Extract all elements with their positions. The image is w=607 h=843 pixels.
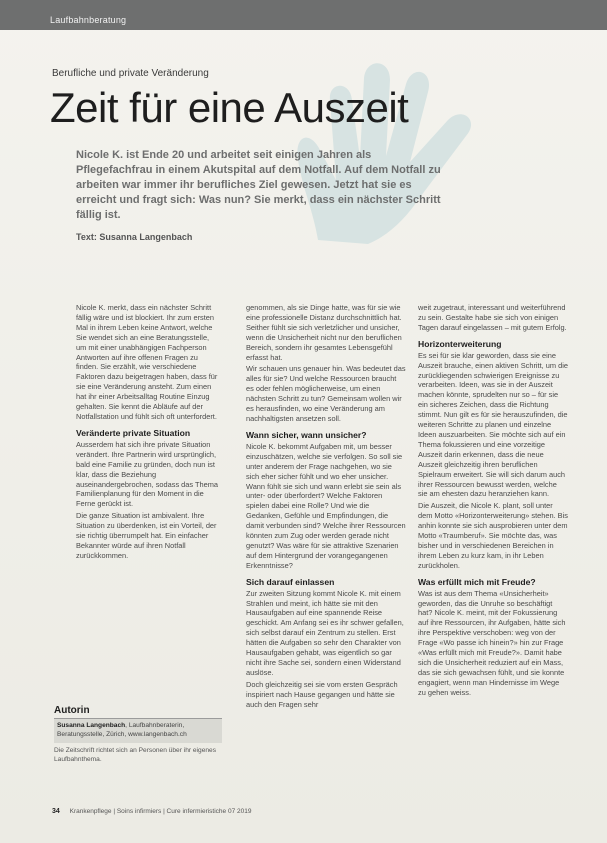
paragraph: Ausserdem hat sich ihre private Situation verändert. Ihre Partnerin wird ursprünglich, bald eine Familie zu gründen, doch nun ist klar, dass die Beziehung auseinandergebrochen, sodass das Thema Familienplanung für den Moment in die Ferne gerückt ist.: [76, 439, 219, 509]
paragraph: Wir schauen uns genauer hin. Was bedeutet das alles für sie? Und welche Ressourcen braucht es oder fehlen möglicherweise, um einen nächsten Schritt zu tun? Gemeinsam wollen wir es herausfinden, wo eine Veränderung am nachhaltigsten ansetzen soll.: [246, 364, 406, 423]
paragraph: Die ganze Situation ist ambivalent. Ihre Situation zu überdenken, ist ein Vorteil, der sie richtig überrumpelt hat. Ein einfacher Bekannter würde auf ihren Notfall zurückkommen.: [76, 511, 217, 560]
text-column-1: [76, 303, 221, 563]
author-box: [54, 705, 222, 764]
subheading: Was erfüllt mich mit Freude?: [418, 576, 536, 587]
subheading: Wann sicher, wann unsicher?: [246, 429, 367, 440]
author-box-heading: Autorin: [54, 705, 90, 716]
article-kicker: Berufliche und private Veränderung: [52, 68, 209, 79]
paragraph: Die Auszeit, die Nicole K. plant, soll unter dem Motto «Horizonterweiterung» stehen. Bis anhin konnte sie sich ausprobieren unter dem Motto «Traumberuf». Sie möchte das, was bisher und in verschiedenen Bereichen in ihrem Leben zu kurz kam, in ihr Leben zurückholen.: [418, 501, 568, 570]
author-credit: Text: Susanna Langenbach: [76, 232, 193, 242]
section-bar: [0, 0, 607, 30]
paragraph: Nicole K. merkt, dass ein nächster Schritt fällig wäre und ist blockiert. Ihr zum ersten Mal in ihrem Leben keine Antwort, welche Sie wendet sich an eine Beratungsstelle, um mit einer unabhängigen Fachperson Antworten auf ihre offenen Fragen zu finden. Sie erzählt, wie verschiedene Faktoren dazu beigetragen haben, dass für sie eine Veränderung ansteht. Zum einen hat ihr einer Arbeitsalltag Routine Einzug gehalten. Sie kennt die Abläufe auf der Notfallstation und fühlt sich oft unterfordert.: [76, 303, 218, 421]
footer-publication: Krankenpflege | Soins infirmiers | Cure infermieristiche 07 2019: [69, 808, 252, 815]
author-note: Die Zeitschrift richtet sich an Personen über ihr eigenes Laufbahnthema.: [54, 747, 216, 763]
page-footer: [52, 808, 251, 815]
author-name: Susanna Langenbach: [57, 722, 126, 729]
subheading: Veränderte private Situation: [76, 427, 191, 438]
page-number: 34: [52, 808, 60, 815]
article-lead: Nicole K. ist Ende 20 und arbeitet seit einigen Jahren als Pflegefachfrau in einem Akutspital auf dem Notfall. Auf dem Notfall zu arbeiten war immer ihr berufliches Ziel gewesen. Jetzt hat sie es erreicht und fragt sich: Was nun? Sie merkt, dass ein nächster Schritt fällig ist.: [76, 149, 441, 221]
subheading: Horizonterweiterung: [418, 338, 502, 349]
article-title: Zeit für eine Auszeit: [50, 84, 409, 131]
subheading: Sich darauf einlassen: [246, 576, 335, 587]
paragraph: Was ist aus dem Thema «Unsicherheit» geworden, das die Unruhe so beschäftigt hat? Nicole K. meint, mit der Fokussierung auf ihre Ressourcen, ihr Aufgaben, hätte sich ihre Perspektive verschoben: weg von der Frage «Wo passe ich hinein?» hin zur Frage «Was erfüllt mich mit Freude?». Damit habe sich die Unsicherheit reduziert auf ein Mass, das sie sich gewachsen fühlt, und sie konnte engagiert, wenn man Hindernisse im Wege zu gehen weiss.: [418, 588, 566, 697]
paragraph: Es sei für sie klar geworden, dass sie eine Auszeit brauche, einen aktiven Schritt, um die zurückliegenden schwierigen Ereignisse zu verarbeiten. Ideen, was sie in der Auszeit machen könnte, sprudelten nur so – für sie ein sicheres Zeichen, dass die Richtung stimmt. Nun gilt es für sie herauszufinden, die weiteren Schritte zu planen und einzelne Ideen auszuarbeiten. Sie möchte sich auf ein Thema fokussieren und eine vorzeitige Auszeit darin erkennen, dass die neue Auszeit gleichzeitig ihren beruflichen Spielraum erweitert. Sie will sich darum auch ihrer Ressourcen bewusst werden, welche sie am ehesten dazu heranziehen kann.: [418, 350, 568, 499]
paragraph: weit zugetraut, interessant und weiterführend zu sein. Gestalte habe sie sich von einigen Tagen darauf eingelassen – mit gutem Erfolg.: [418, 303, 567, 332]
paragraph: Nicole K. bekommt Aufgaben mit, um besser einzuschätzen, welche sie verfolgen. So soll sie unter anderem der Frage nachgehen, wo sie sich eher sicher fühlt und wo eher unsicher. Wann fühlt sie sich und wann erlebt sie sein als unter- oder überfordert? Welche Faktoren spielen dabei eine Rolle? Und wie die Gedanken, Gefühle und Empfindungen, die damit verbunden sind? Welche ihrer Ressourcen könnten zum Zug oder werden gerade nicht genutzt? Was wäre für sie attraktive Szenarien auf dem Hintergrund der vorangegangenen Erkenntnisse?: [246, 441, 406, 570]
paragraph: Doch gleichzeitig sei sie vom ersten Gespräch inspiriert nach Hause gegangen und hätte sie auch den Fragen sehr: [246, 679, 398, 709]
paragraph: genommen, als sie Dinge hatte, was für sie wie eine professionelle Distanz durchschnittlich hat. Seither fühlt sie sich verletzlicher und unsicher, wenn die Unsicherheit nicht nur den beruflichen Bereich, sondern ihr gesamtes Lebensgefühl erfasst hat.: [246, 303, 402, 362]
text-column-3: [418, 303, 568, 700]
section-label: Laufbahnberatung: [50, 15, 127, 25]
author-bio: Laufbahnberaterin, Beratungsstelle, Zürich, www.langenbach.ch: [57, 722, 187, 738]
author-box-body: Susanna Langenbach, Laufbahnberaterin, Beratungsstelle, Zürich, www.langenbach.ch: [54, 718, 222, 743]
text-column-2: [246, 303, 406, 712]
paragraph: Zur zweiten Sitzung kommt Nicole K. mit einem Strahlen und meint, ich hätte sie mit den Hausaufgaben auf eine spannende Reise geschickt. Am Anfang sei es ihr schwer gefallen, sich selbst darauf ein Zentrum zu stellen. Erst hätten die Aufgaben so sehr den Charakter von Hausaufgaben gehabt, was eigentlich so gar nicht ihre Sache sei, sondern einen Widerstand auslöse.: [246, 588, 404, 677]
